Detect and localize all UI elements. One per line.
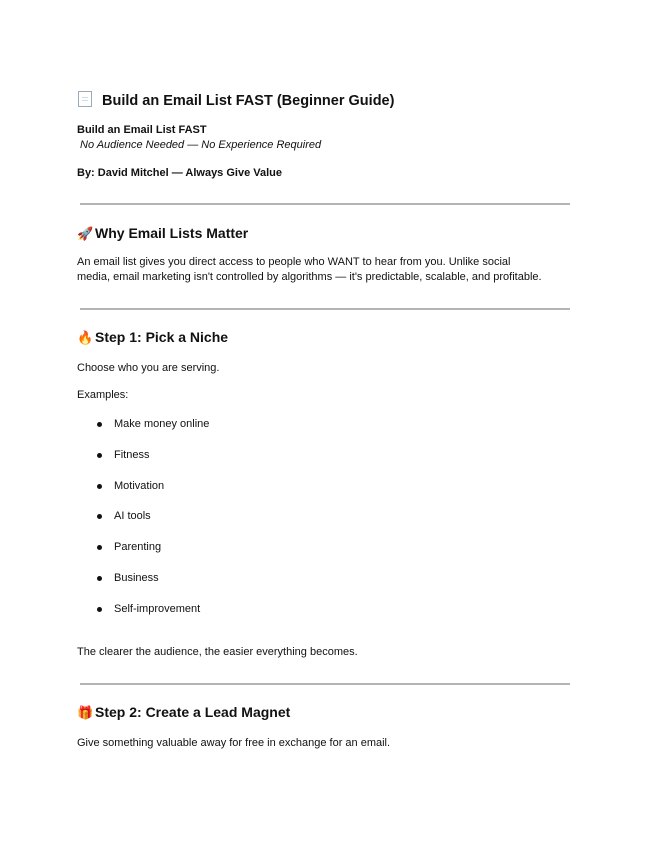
paragraph: Choose who you are serving. bbox=[77, 362, 220, 374]
subtitle-bold: Build an Email List FAST bbox=[77, 124, 207, 136]
bullet-icon bbox=[97, 422, 102, 427]
byline: By: David Mitchel — Always Give Value bbox=[77, 167, 282, 179]
divider bbox=[80, 308, 570, 310]
list-item: Motivation bbox=[114, 479, 165, 492]
gift-icon: 🎁 bbox=[77, 705, 94, 720]
bullet-icon bbox=[97, 514, 102, 519]
list-item: Self-improvement bbox=[114, 602, 201, 615]
document-title: Build an Email List FAST (Beginner Guide) bbox=[78, 91, 394, 109]
bullet-icon bbox=[97, 545, 102, 550]
fire-icon: 🔥 bbox=[77, 330, 94, 345]
rocket-icon: 🚀 bbox=[77, 226, 94, 241]
bullet-icon bbox=[97, 607, 102, 612]
list-item: Make money online bbox=[114, 418, 210, 430]
paragraph: Give something valuable away for free in exchange for an email. bbox=[77, 737, 391, 749]
divider bbox=[80, 683, 570, 685]
bullet-icon bbox=[97, 453, 102, 458]
subtitle-italic: No Audience Needed — No Experience Required bbox=[80, 139, 322, 151]
document-icon bbox=[78, 91, 92, 107]
paragraph: The clearer the audience, the easier everything becomes. bbox=[77, 646, 358, 658]
section-heading: 🎁 Step 2: Create a Lead Magnet bbox=[77, 704, 291, 720]
list-item: Fitness bbox=[114, 448, 150, 461]
section-heading: 🚀 Why Email Lists Matter bbox=[77, 225, 249, 241]
bullet-icon bbox=[97, 484, 102, 489]
list-item: Parenting bbox=[114, 541, 162, 554]
divider bbox=[80, 203, 570, 205]
bullet-icon bbox=[97, 576, 102, 581]
paragraph-line: An email list gives you direct access to people who WANT to hear from you. Unlike social bbox=[77, 256, 511, 268]
section-heading: 🔥 Step 1: Pick a Niche bbox=[77, 329, 229, 345]
list-item: Business bbox=[114, 572, 159, 584]
paragraph-line: media, email marketing isn't controlled by algorithms — it's predictable, scalable, and profitable. bbox=[77, 271, 542, 283]
list-item: AI tools bbox=[114, 510, 151, 523]
examples-label: Examples: bbox=[77, 389, 129, 401]
